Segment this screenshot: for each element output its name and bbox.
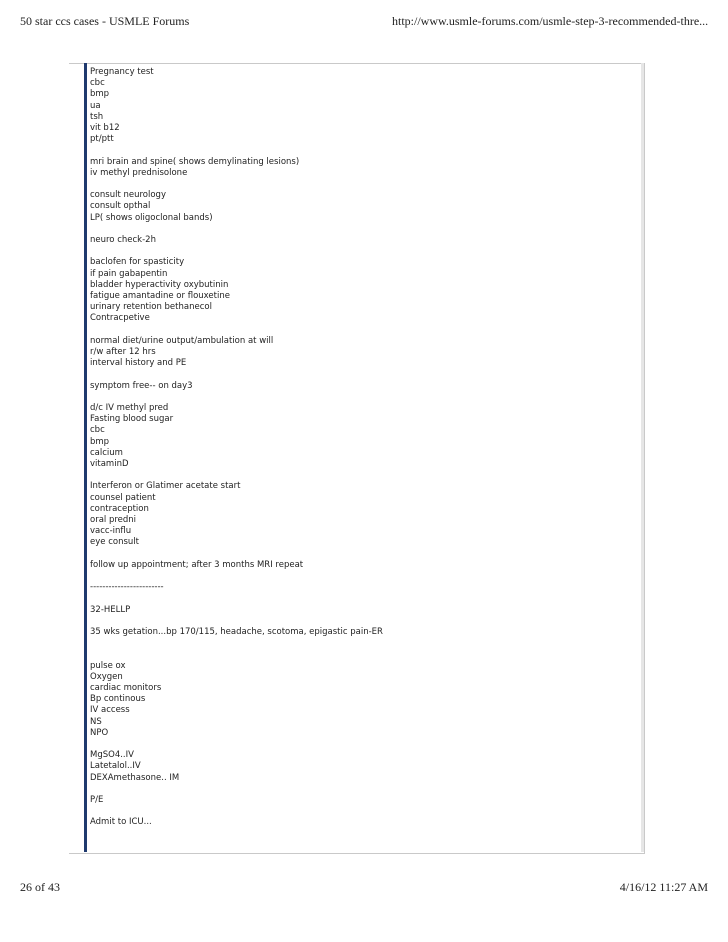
content-line: bmp [90, 436, 110, 447]
content-line: neuro check-2h [90, 235, 156, 245]
content-line: DEXAmethasone.. IM [90, 772, 180, 783]
content-block [90, 336, 630, 370]
post-frame-right-shade [641, 63, 644, 852]
content-line: contraception [90, 503, 149, 514]
content-line: bladder hyperactivity oxybutinin [90, 279, 229, 290]
content-block [90, 817, 630, 828]
content-line: Fasting blood sugar [90, 414, 174, 425]
content-line: normal diet/urine output/ambulation at will [90, 335, 274, 346]
content-line: pt/ptt [90, 134, 114, 145]
print-header [0, 14, 728, 30]
content-line: eye consult [90, 537, 139, 548]
content-line: Admit to ICU... [90, 817, 152, 828]
content-line: vit b12 [90, 123, 120, 134]
content-line: tsh [90, 111, 104, 122]
content-line: r/w after 12 hrs [90, 347, 156, 357]
content-block [90, 795, 630, 806]
content-line: ua [90, 100, 101, 111]
content-block [90, 67, 630, 145]
content-block [90, 257, 630, 324]
content-line: iv methyl prednisolone [90, 167, 188, 178]
content-line: cbc [90, 78, 105, 89]
content-line: pulse ox [90, 660, 126, 671]
content-line: symptom free-- on day3 [90, 380, 193, 391]
content-line: calcium [90, 447, 123, 458]
content-line: oral predni [90, 515, 137, 525]
content-line: interval history and PE [90, 358, 187, 369]
content-line: 35 wks getation...bp 170/115, headache, scotoma, epigastic pain-ER [90, 626, 383, 637]
content-line: baclofen for spasticity [90, 257, 185, 268]
content-line: Interferon or Glatimer acetate start [90, 481, 241, 492]
content-line: cbc [90, 425, 105, 436]
content-line: NPO [90, 727, 109, 738]
content-line: vitaminD [90, 459, 129, 469]
content-block [90, 627, 630, 638]
page-title: 50 star ccs cases - USMLE Forums [20, 14, 190, 28]
content-block [90, 235, 630, 246]
content-line: fatigue amantadine or flouxetine [90, 291, 230, 301]
content-block [90, 190, 630, 224]
content-block [90, 750, 630, 784]
content-line: P/E [90, 794, 104, 805]
page-number: 26 of 43 [20, 880, 60, 894]
content-line: Pregnancy test [90, 67, 154, 77]
print-footer [0, 880, 728, 896]
print-datetime: 4/16/12 11:27 AM [619, 880, 708, 894]
content-block [90, 481, 630, 548]
content-line: consult opthal [90, 201, 151, 212]
content-line: Latetalol..IV [90, 761, 141, 772]
content-block [90, 381, 630, 392]
content-block [90, 560, 630, 571]
content-block [90, 582, 630, 593]
content-block [90, 403, 630, 470]
page-url[interactable]: http://www.usmle-forums.com/usmle-step-3-recommended-thre... [392, 14, 709, 28]
content-line: MgSO4..IV [90, 750, 134, 761]
content-line: d/c IV methyl pred [90, 402, 169, 413]
content-block [90, 661, 630, 739]
content-line: follow up appointment; after 3 months MRI repeat [90, 559, 304, 570]
content-line: Oxygen [90, 671, 123, 682]
content-line: Contracpetive [90, 313, 150, 324]
content-line: if pain gabapentin [90, 268, 168, 279]
content-line: 32-HELLP [90, 604, 131, 615]
content-line: counsel patient [90, 492, 156, 503]
content-line: LP( shows oligoclonal bands) [90, 212, 213, 223]
post-content [90, 67, 630, 840]
content-line: bmp [90, 89, 110, 100]
content-line: consult neurology [90, 190, 166, 201]
content-line: urinary retention bethanecol [90, 302, 212, 313]
content-line: vacc-influ [90, 526, 132, 537]
content-line: Bp continous [90, 694, 146, 705]
content-block [90, 605, 630, 616]
content-line: NS [90, 716, 102, 727]
content-line: ------------------------ [90, 582, 164, 593]
content-line: mri brain and spine( shows demylinating lesions) [90, 156, 300, 167]
post-frame-left-border [84, 63, 87, 852]
content-block [90, 157, 630, 179]
content-line: IV access [90, 705, 130, 716]
content-line: cardiac monitors [90, 682, 162, 693]
